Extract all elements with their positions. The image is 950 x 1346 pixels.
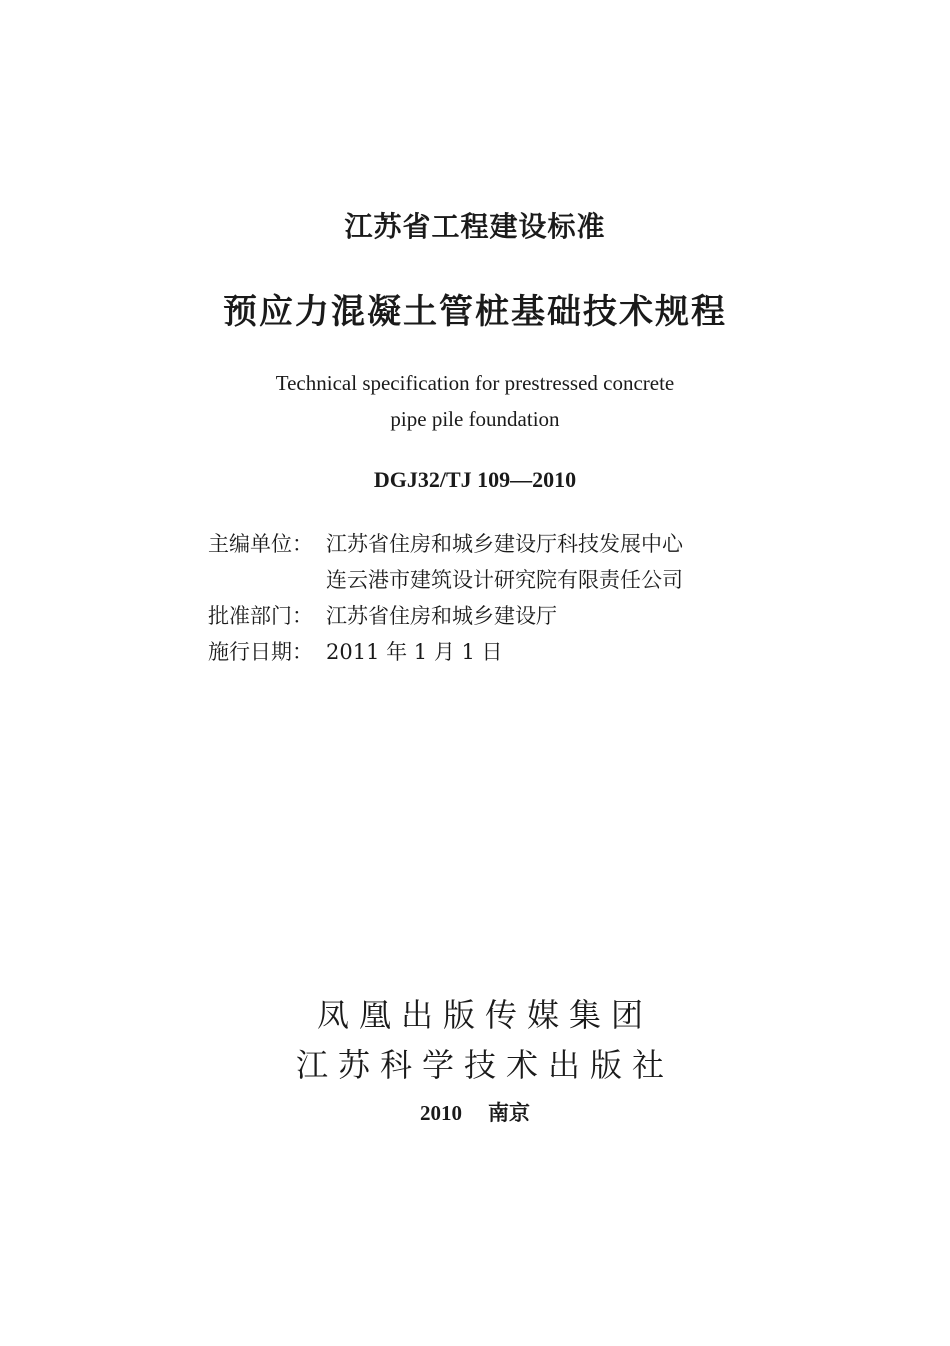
approver: 江苏省住房和城乡建设厅 xyxy=(326,604,557,628)
effective-date: 2011 年 1 月 1 日 xyxy=(326,640,503,664)
approver-label: 批准部门： xyxy=(208,604,313,628)
standard-code: DGJ32/TJ 109—2010 xyxy=(373,467,577,492)
english-title-line-1: Technical specification for prestressed concrete xyxy=(275,371,675,395)
english-title-line-2: pipe pile foundation xyxy=(390,407,560,431)
publication-year: 2010 xyxy=(420,1101,462,1125)
meta-label-spacer xyxy=(208,562,326,598)
standard-series: 江苏省工程建设标准 xyxy=(344,210,606,243)
publication-city: 南京 xyxy=(488,1101,530,1125)
date-label: 施行日期： xyxy=(208,640,313,664)
editor-label: 主编单位： xyxy=(208,532,313,556)
publisher-group: 凤凰出版传媒集团 xyxy=(316,996,653,1034)
publisher-press: 江苏科学技术出版社 xyxy=(295,1046,674,1084)
date-row xyxy=(208,634,683,670)
editor-2: 连云港市建筑设计研究院有限责任公司 xyxy=(326,568,683,592)
page-title: 预应力混凝土管桩基础技术规程 xyxy=(223,292,727,332)
approver-row xyxy=(208,598,683,634)
editor-1: 江苏省住房和城乡建设厅科技发展中心 xyxy=(326,532,683,556)
publication-footer xyxy=(0,1097,950,1127)
editor-row xyxy=(208,526,683,562)
editor-row-2 xyxy=(208,562,683,598)
standard-metadata xyxy=(208,526,683,670)
